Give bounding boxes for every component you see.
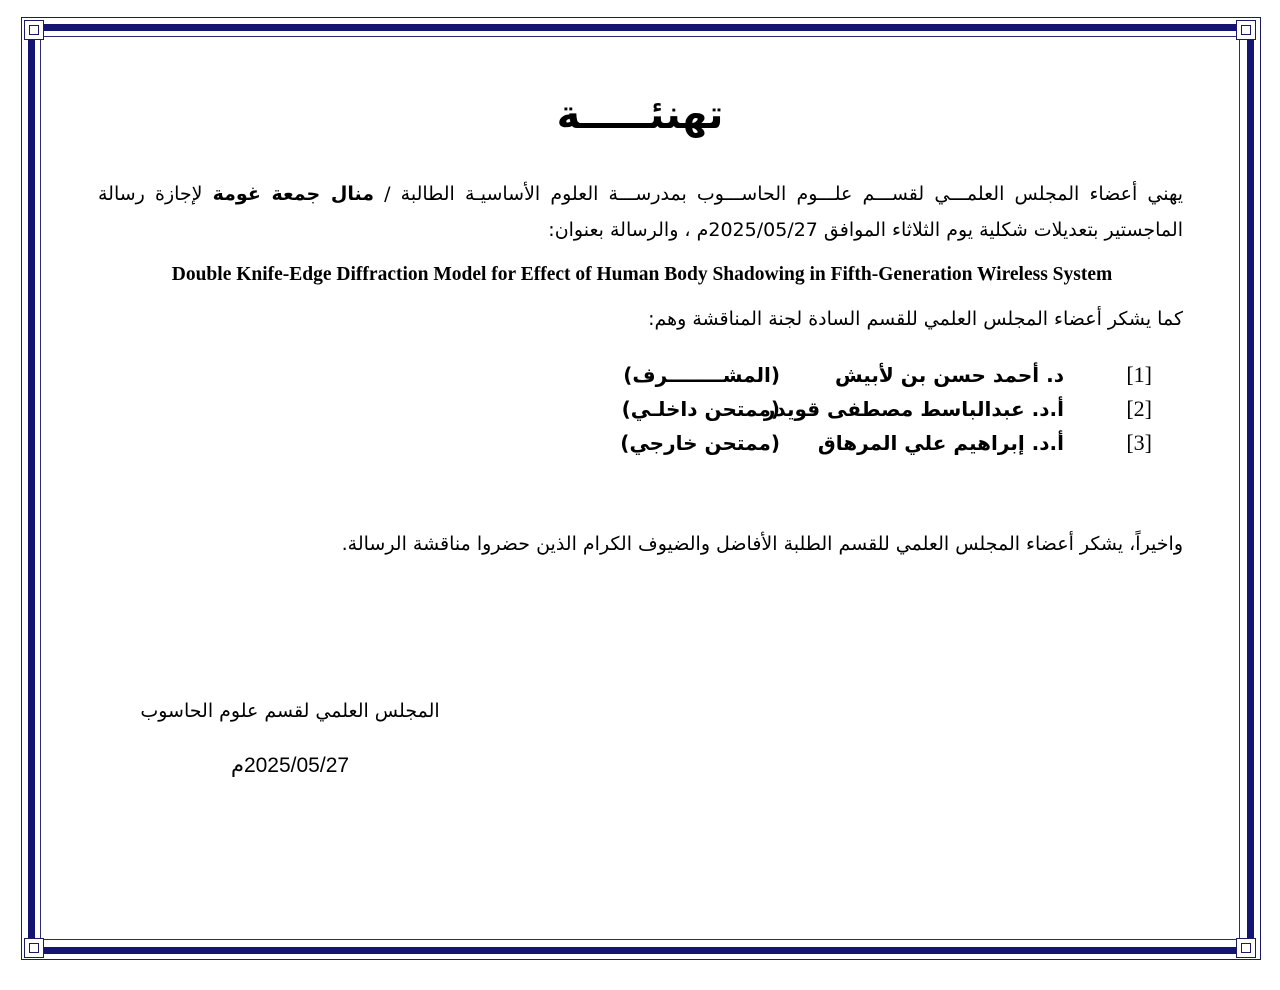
committee-member <box>552 360 1152 394</box>
member-role: (ممتحن خارجي) <box>620 431 780 455</box>
member-name: أ.د. عبدالباسط مصطفى قويدر <box>763 397 1064 421</box>
corner-ornament-bottom-right <box>1236 938 1256 958</box>
member-name: أ.د. إبراهيم علي المرهاق <box>817 431 1064 455</box>
thesis-title: Double Knife-Edge Diffraction Model for Effect of Human Body Shadowing in Fifth-Generation Wireless System <box>171 264 1113 285</box>
intro-text-start: يهني أعضاء المجلس العلمـــي لقســـم علـــوم الحاســـوب بمدرســـة العلوم الأساسيـة الطالبة / <box>374 183 1183 205</box>
member-number: [2] <box>1126 396 1152 421</box>
member-role: (المشــــــــرف) <box>623 363 780 387</box>
signature-council: المجلس العلمي لقسم علوم الحاسوب <box>140 700 440 722</box>
intro-text-end: لإجازة رسالة الماجستير بتعديلات شكلية يوم الثلاثاء الموافق 2025/05/27م ، والرسالة بعنوان: <box>98 183 1183 241</box>
document-title: تهنئـــــة <box>556 92 724 138</box>
member-role: (ممتحن داخلـي) <box>621 397 780 421</box>
member-number: [3] <box>1126 430 1152 455</box>
page-border-inner <box>40 36 1240 940</box>
congratulation-paragraph <box>98 176 1183 248</box>
member-name: د. أحمد حسن بن لأبيش <box>834 363 1064 387</box>
committee-member <box>552 428 1152 462</box>
corner-ornament-bottom-left <box>24 938 44 958</box>
committee-thanks-line: كما يشكر أعضاء المجلس العلمي للقسم السادة لجنة المناقشة وهم: <box>648 308 1183 330</box>
corner-ornament-top-right <box>1236 20 1256 40</box>
student-name: منال جمعة غومة <box>212 183 375 205</box>
closing-paragraph: واخيراً، يشكر أعضاء المجلس العلمي للقسم الطلبة الأفاضل والضيوف الكرام الذين حضروا مناقشة الرسالة. <box>341 533 1183 555</box>
member-number: [1] <box>1126 362 1152 387</box>
committee-member <box>552 394 1152 428</box>
committee-list <box>552 360 1152 462</box>
corner-ornament-top-left <box>24 20 44 40</box>
signature-date: 2025/05/27م <box>230 754 350 777</box>
